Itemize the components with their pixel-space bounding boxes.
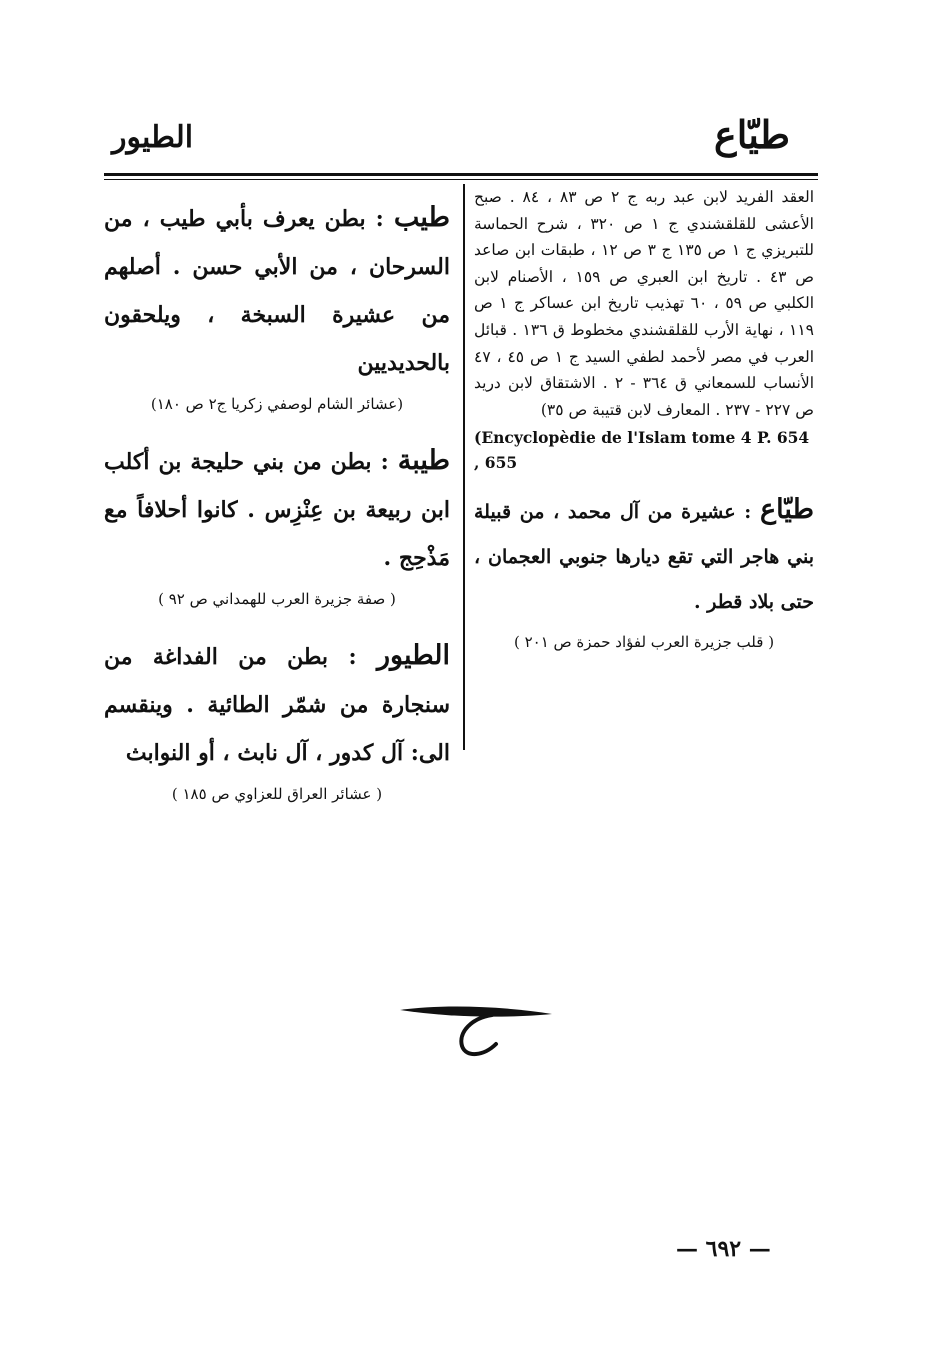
entry-altuyur bbox=[104, 632, 450, 807]
entry-text: : عشيرة من آل محمد ، من قبيلة بني هاجر التي تقع ديارها جنوبي العجمان ، حتى بلاد قطر . bbox=[474, 501, 814, 614]
entry-tayyaa bbox=[474, 487, 814, 625]
entry-text: : بطن يعرف بأبي طيب ، من السرحان ، من الأبي حسن . أصلهم من عشيرة السبخة ، ويلحقون بالحديديين bbox=[104, 206, 450, 376]
entry-tayyib bbox=[104, 194, 450, 417]
entry-source: (عشائر الشام لوصفي زكريا ج٢ ص ١٨٠) bbox=[150, 395, 404, 413]
header-term-right: طيّاع bbox=[714, 112, 790, 157]
entry-term: طيب bbox=[393, 202, 451, 233]
entry-text: : بطن من الفداغة من سنجارة من شمّر الطائية . وينقسم الى: آل كدور ، آل نابث ، أو النوابث bbox=[104, 644, 450, 766]
right-column bbox=[474, 184, 814, 675]
entry-term: الطيور bbox=[376, 640, 450, 671]
entry-source: ( عشائر العراق للعزاوي ص ١٨٥ ) bbox=[171, 785, 383, 803]
left-column bbox=[104, 194, 450, 827]
references-text: العقد الفريد لابن عبد ربه ج ٢ ص ٨٣ ، ٨٤ . صبح الأعشى للقلقشندي ج ١ ص ٣٢٠ ، شرح الحماسة للتبريزي ج ١ ص ١٣٥ ج ٣ ص ١٢ ، طبقات ابن صاعد ص ٤٣ . تاريخ ابن العبري ص ١٥٩ ، الأصنام لابن الكلبي ص ٥٩ ، ٦٠ تهذيب تاريخ ابن عساكر ج ١ ص ١١٩ ، نهاية الأرب للقلقشندي مخطوط ق ١٣٦ . قبائل العرب في مصر لأحمد لطفي السيد ج ١ ص ٤٥ ، ٤٧ الأنساب للسمعاني ق ٣٦٤ - ٢ . الاشتقاق لابن دريد ص ٢٢٧ - ٢٣٧ . المعارف لابن قتيبة ص ٣٥) bbox=[474, 188, 815, 419]
entry-source: ( صفة جزيرة العرب للهمداني ص ٩٢ ) bbox=[158, 590, 396, 608]
end-ornament bbox=[392, 988, 562, 1068]
header-rule-thin bbox=[104, 179, 818, 180]
entry-term: طيبة bbox=[397, 445, 450, 476]
header-rule-thick bbox=[104, 173, 818, 176]
entry-tayba bbox=[104, 437, 450, 612]
entry-text: : بطن من بني حليجة بن أكلب ابن ربيعة بن عِنْزِس . كانوا أحلافاً مع مَذْحِج . bbox=[104, 449, 450, 571]
column-divider bbox=[463, 184, 465, 750]
header-term-left: الطيور bbox=[112, 120, 194, 155]
page-number: — ٦٩٢ — bbox=[676, 1236, 771, 1262]
encyclopedia-reference: (Encyclopèdie de l'Islam tome 4 P. 654 , 655 bbox=[474, 428, 810, 473]
entry-term: طيّاع bbox=[760, 494, 814, 526]
entry-source: ( قلب جزيرة العرب لفؤاد حمزة ص ٢٠١ ) bbox=[513, 633, 775, 652]
